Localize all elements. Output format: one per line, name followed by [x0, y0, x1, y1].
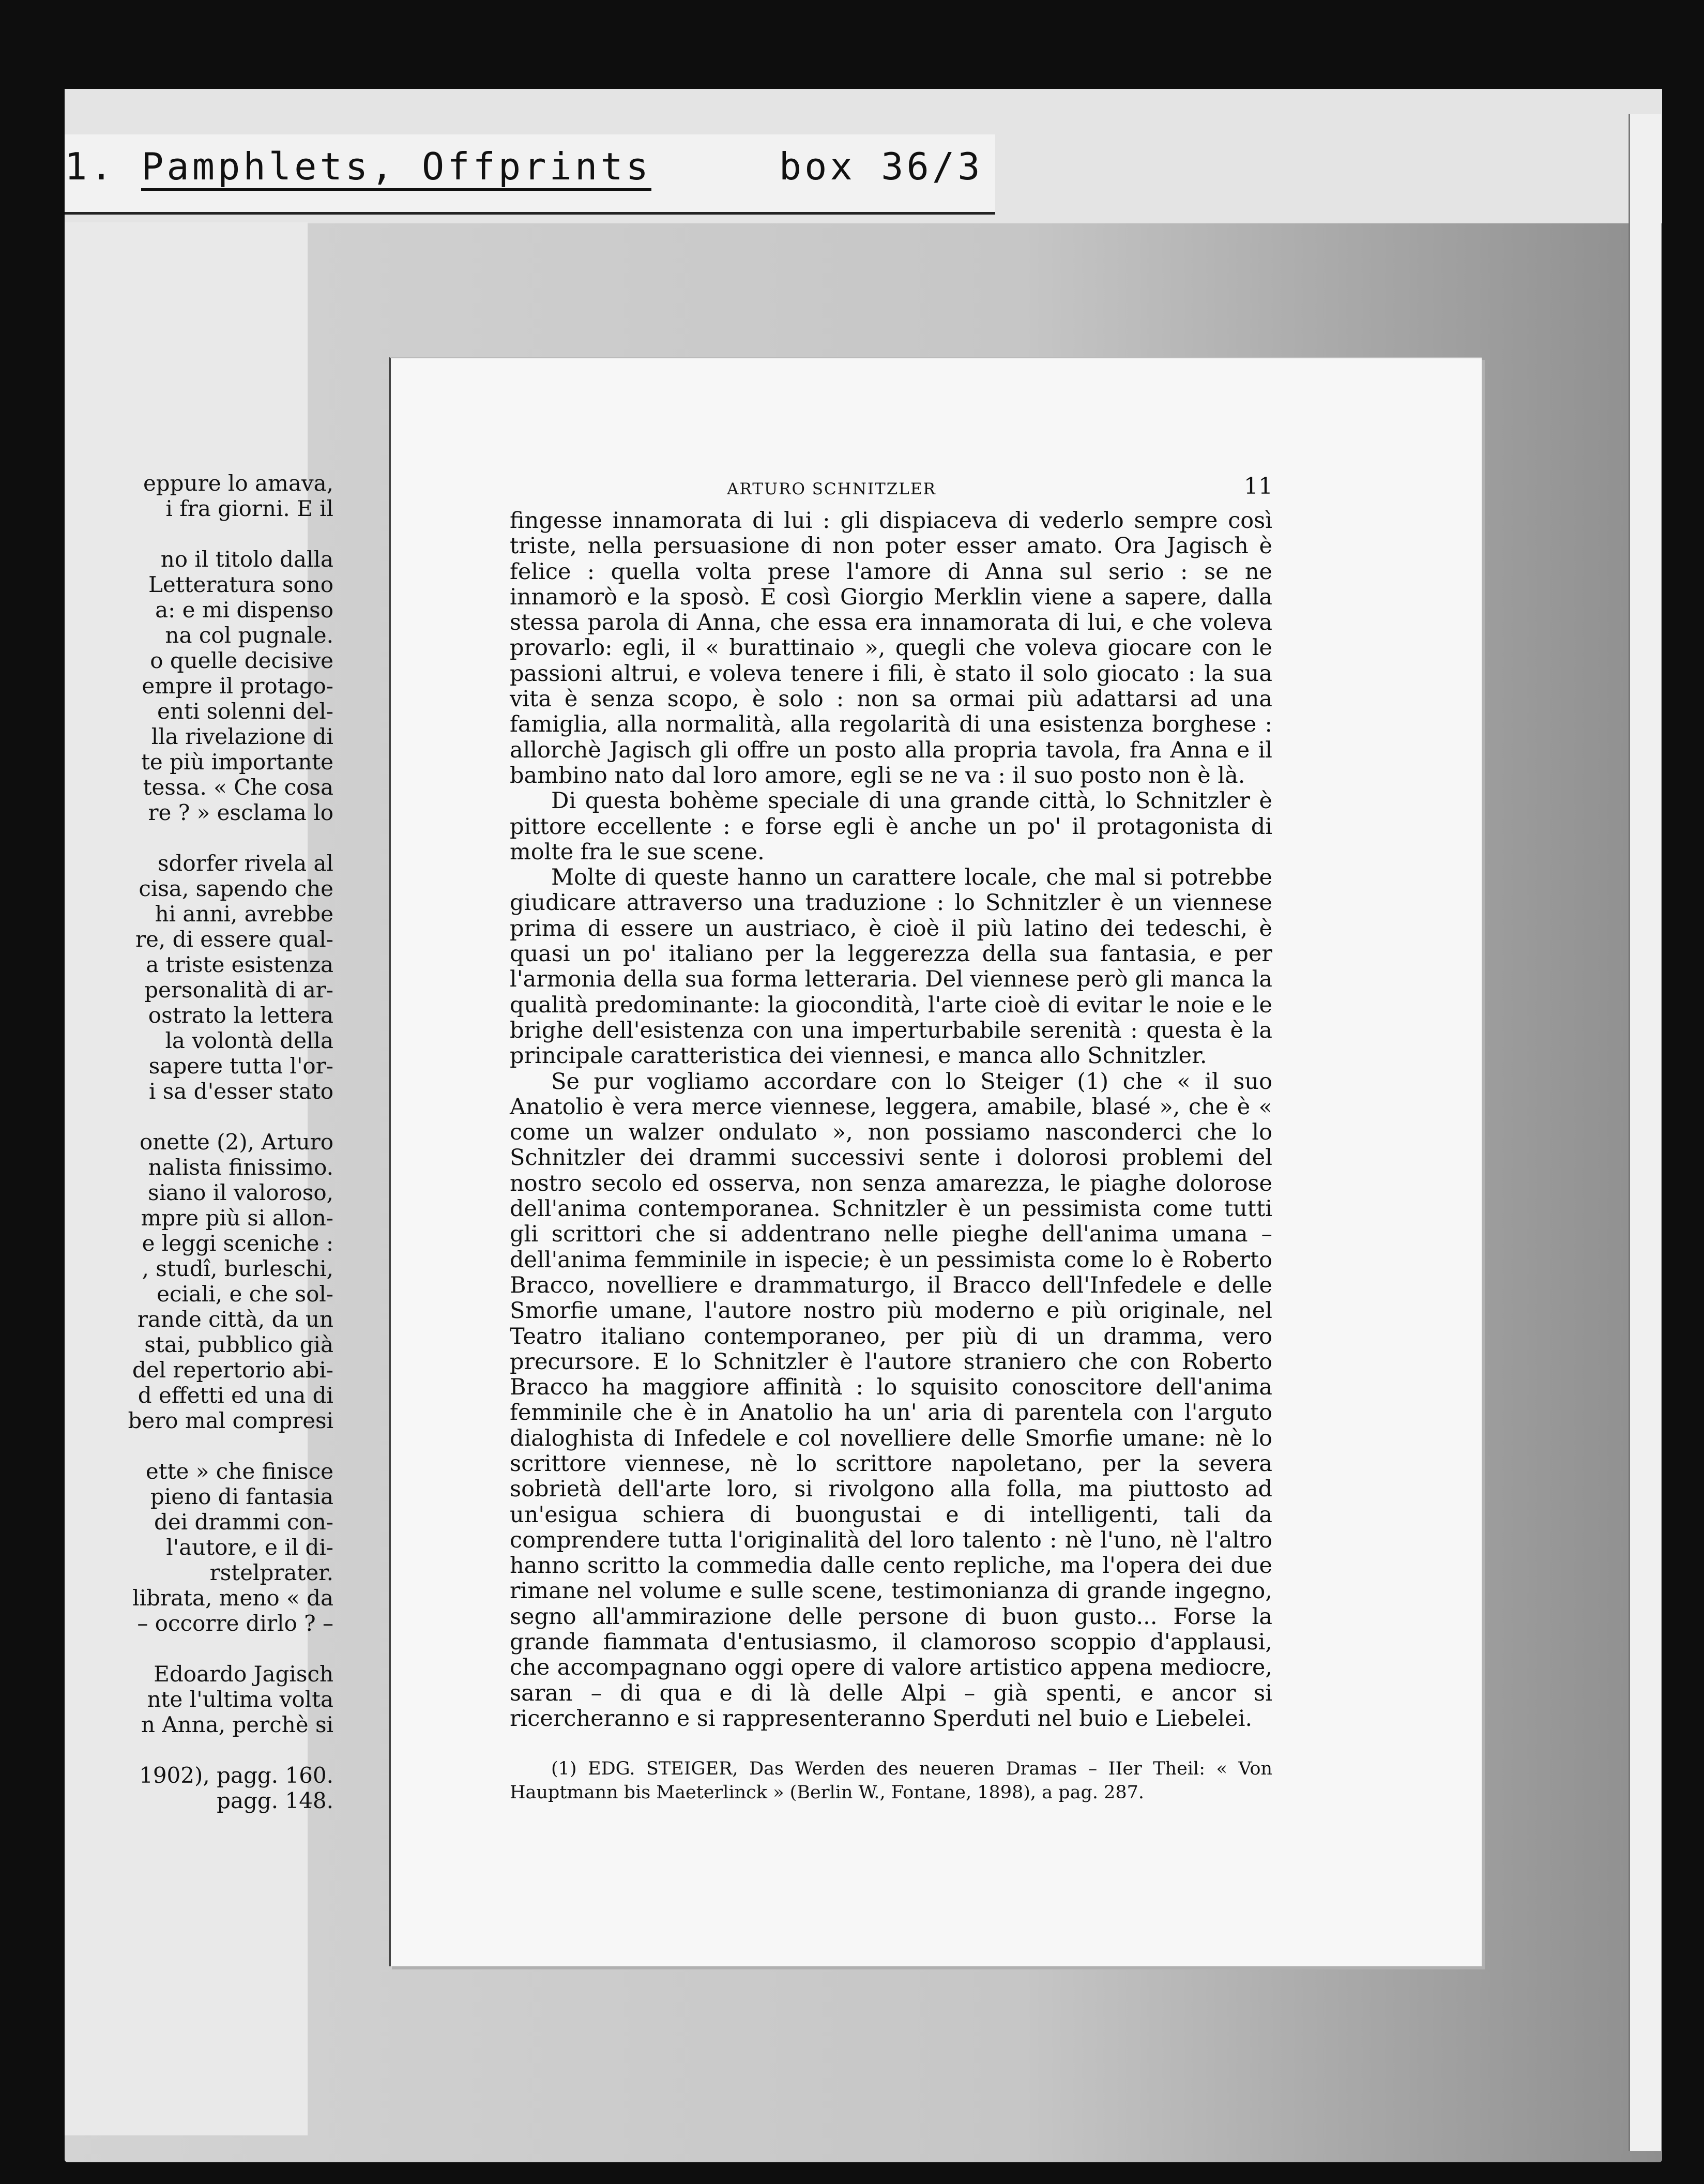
previous-page-line: n Anna, perchè si	[141, 1712, 333, 1737]
previous-page-fragment	[65, 222, 333, 2135]
previous-page-line: siano il valoroso,	[148, 1180, 333, 1205]
previous-page-line: i sa d'esser stato	[148, 1079, 333, 1104]
paragraph: Se pur vogliamo accordare con lo Steiger (1) che « il suo Anatolio è vera merce viennese, leggera, amabile, blasé », che è « come un walzer ondulato », non possiamo nasconderci che lo Schnitzler dei drammi successivi sente i dolorosi problemi del nostro secolo ed osserva, non senza amarezza, le piaghe dolorose dell'anima contemporanea. Schnitzler è un pessimista come tutti gli scrittori che si addentrano nelle pieghe dell'anima umana – dell'anima femminile in ispecie; è un pessimista come lo è Roberto Bracco, novelliere e drammaturgo, il Bracco dell'Infedele e delle Smorfie umane, l'autore nostro più moderno e più originale, nel Teatro italiano contemporaneo, per più di un dramma, vero precursore. E lo Schnitzler è l'autore straniero che con Roberto Bracco ha maggiore affinità : lo squisito conoscitore dell'anima femminile che è in Anatolio ha un' aria di parentela con l'arguto dialoghista di Infedele e col novelliere delle Smorfie umane: nè lo scrittore viennese, nè lo scrittore napoletano, per la severa sobrietà dell'arte loro, si rivolgono alla folla, ma piuttosto ad un'esigua schiera di buongustai e di intelligenti, tali da comprendere tutta l'originalità del loro talento : nè l'uno, nè l'altro hanno scritto la commedia dalle cento repliche, ma l'opera dei due rimane nel volume e sulle scene, testimonianza di grande ingegno, segno all'ammirazione delle persone di buon gusto... Forse la grande fiammata d'entusiasmo, il clamoroso scoppio d'applausi, che accompagnano oggi opere di valore artistico appena mediocre, saran – di qua e di là delle Alpi – già spenti, e ancor si ricercheranno e si rappresenteranno Sperduti nel buio e Liebelei.	[510, 1068, 1272, 1732]
previous-page-line: bero mal compresi	[128, 1408, 333, 1433]
running-head: ARTURO SCHNITZLER	[727, 480, 936, 498]
previous-page-line: e leggi sceniche :	[142, 1231, 333, 1256]
previous-page-line	[65, 1433, 333, 1459]
previous-page-line: pagg. 148.	[217, 1788, 333, 1813]
board-right-edge	[1629, 114, 1661, 2151]
previous-page-line: personalità di ar-	[144, 977, 333, 1003]
previous-page-line: la volontà della	[165, 1028, 333, 1053]
page-11	[389, 357, 1482, 1966]
previous-page-line: onette (2), Arturo	[139, 1129, 333, 1155]
paragraph: Di questa bohème speciale di una grande città, lo Schnitzler è pittore eccellente : e forse egli è anche un po' il protagonista di molte fra le sue scene.	[510, 788, 1272, 865]
previous-page-line: enti solenni del-	[157, 699, 333, 724]
previous-page-line: no il titolo dalla	[160, 547, 333, 572]
previous-page-line: Edoardo Jagisch	[154, 1661, 333, 1687]
archive-label	[65, 145, 983, 188]
previous-page-line: hi anni, avrebbe	[155, 901, 333, 927]
label-number: 1.	[65, 145, 116, 188]
previous-page-line	[65, 1636, 333, 1661]
previous-page-line: a triste esistenza	[146, 952, 333, 977]
previous-page-line: te più importante	[141, 749, 333, 775]
previous-page-line: Letteratura sono	[148, 572, 333, 597]
previous-page-line: , studî, burleschi,	[142, 1256, 333, 1281]
previous-page-line: cisa, sapendo che	[139, 876, 333, 901]
previous-page-line: eciali, e che sol-	[157, 1281, 333, 1307]
label-box: box 36/3	[779, 145, 983, 188]
previous-page-line	[65, 825, 333, 851]
previous-page-line: na col pugnale.	[165, 623, 333, 648]
page-body	[510, 508, 1272, 1732]
previous-page-line: nte l'ultima volta	[147, 1687, 333, 1712]
previous-page-line	[65, 1104, 333, 1129]
previous-page-line: rande città, da un	[137, 1307, 333, 1332]
previous-page-line: l'autore, e il di-	[166, 1535, 333, 1560]
previous-page-line: sapere tutta l'or-	[148, 1053, 333, 1079]
previous-page-line: sdorfer rivela al	[157, 851, 333, 876]
previous-page-lines	[65, 471, 333, 1813]
previous-page-line: i fra giorni. E il	[165, 496, 333, 521]
previous-page-line: lla rivelazione di	[151, 724, 333, 749]
previous-page-line: pieno di fantasia	[150, 1484, 333, 1509]
paragraph: fingesse innamorata di lui : gli dispiaceva di vederlo sempre così triste, nella persuasione di non poter esser amato. Ora Jagisch è felice : quella volta prese l'amore di Anna sul serio : se ne innamorò e la sposò. E così Giorgio Merklin viene a sapere, dalla stessa parola di Anna, che essa era innamorata di lui, e che voleva provarlo: egli, il « burattinaio », quegli che voleva giocare con le passioni altrui, e voleva tenere i fili, è stato il solo giocato : la sua vita è senza scopo, è solo : non sa ormai più adattarsi ad una famiglia, alla normalità, alla regolarità di una esistenza borghese : allorchè Jagisch gli offre un posto alla propria tavola, fra Anna e il bambino nato dal loro amore, egli se ne va : il suo posto non è là.	[510, 508, 1272, 788]
previous-page-line	[65, 1737, 333, 1763]
previous-page-line: librata, meno « da	[132, 1585, 333, 1611]
previous-page-line: ostrato la lettera	[148, 1003, 333, 1028]
footnote	[510, 1757, 1272, 1804]
previous-page-line: mpre più si allon-	[141, 1205, 333, 1231]
previous-page-line: eppure lo amava,	[143, 471, 333, 496]
previous-page-line	[65, 521, 333, 547]
previous-page-line: tessa. « Che cosa	[143, 775, 333, 800]
previous-page-line: dei drammi con-	[154, 1509, 333, 1535]
previous-page-line: re, di essere qual-	[135, 927, 333, 952]
footnote-text: (1) EDG. STEIGER, Das Werden des neueren Dramas – IIer Theil: « Von Hauptmann bis Maeterlinck » (Berlin W., Fontane, 1898), a pag. 287.	[510, 1758, 1272, 1803]
previous-page-line: o quelle decisive	[150, 648, 333, 673]
previous-page-line: a: e mi dispenso	[155, 597, 333, 623]
previous-page-line: stai, pubblico già	[144, 1332, 333, 1357]
previous-page-line: 1902), pagg. 160.	[139, 1763, 333, 1788]
previous-page-line: del repertorio abi-	[132, 1357, 333, 1383]
previous-page-line: empre il protago-	[142, 673, 333, 699]
label-series: Pamphlets, Offprints	[141, 145, 651, 191]
page-number: 11	[1244, 473, 1273, 499]
previous-page-line: rstelprater.	[209, 1560, 333, 1585]
previous-page-line: re ? » esclama lo	[148, 800, 333, 825]
previous-page-line: nalista finissimo.	[148, 1155, 333, 1180]
previous-page-line: d effetti ed una di	[138, 1383, 333, 1408]
previous-page-line: ette » che finisce	[145, 1459, 333, 1484]
paragraph: Molte di queste hanno un carattere locale, che mal si potrebbe giudicare attraverso una traduzione : lo Schnitzler è un viennese prima di essere un austriaco, è cioè il più latino dei tedeschi, è quasi un po' italiano per la leggerezza della sua fantasia, e per l'armonia della sua forma letteraria. Del viennese però gli manca la qualità predominante: la giocondità, l'arte cioè di evitar le noie e le brighe dell'esistenza con una imperturbabile serenità : questa è la principale caratteristica dei viennesi, e manca allo Schnitzler.	[510, 865, 1272, 1069]
previous-page-line: – occorre dirlo ? –	[137, 1611, 333, 1636]
